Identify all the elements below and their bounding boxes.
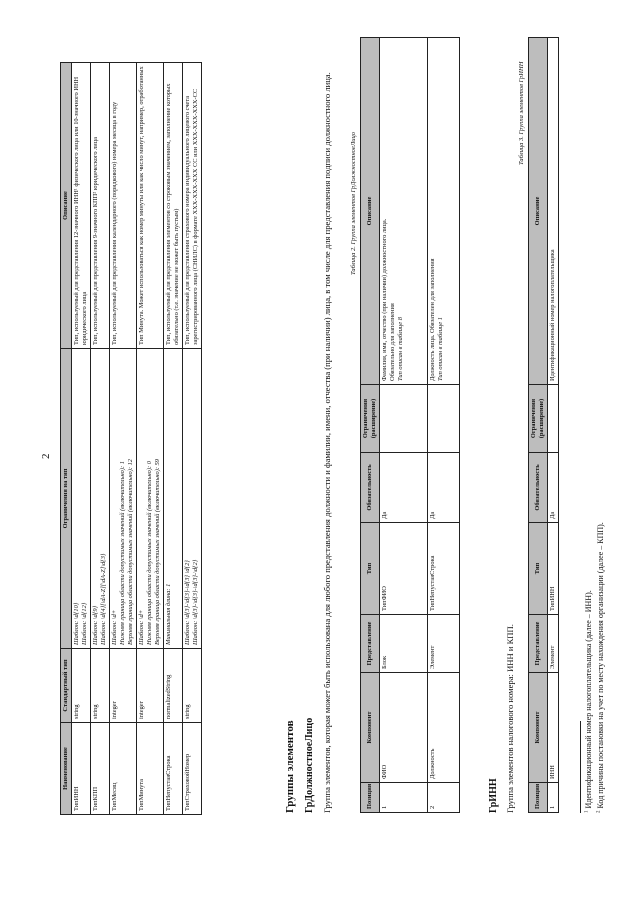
cell-limits [548,385,559,453]
footnote-separator [580,721,581,813]
std-type: string [72,649,91,723]
header-component: Компонент [529,673,548,783]
restrictions: Шаблон: \d+ Нижняя граница области допустимых значений (включительно): 0 Верхняя граница области допустимых значений (включительно): 59 [137,349,164,649]
table-row [380,38,428,813]
cell-position: 1 [548,783,559,813]
cell-description: Должность лица. Обязателен для заполнения Тип описан в таблице 1 [428,38,460,385]
header-required: Обязательность [361,453,380,523]
std-type: string [91,649,110,723]
cell-type: ТипФИО [380,523,428,615]
header-type: Тип [529,523,548,615]
cell-representation: Блок [380,615,428,673]
table-row [183,63,202,815]
cell-type: ТипНепустаяСтрока [428,523,460,615]
type-name: ТипСтраховойНомер [183,723,202,815]
header-std-type: Стандартный тип [61,649,72,723]
type-name: ТипКПП [91,723,110,815]
cell-type: ТипИНН [548,523,559,615]
cell-position: 2 [428,783,460,813]
cell-representation: Элемент [428,615,460,673]
group2-caption: Таблица 3. Группа элементов ГрИНН [518,61,525,165]
table-row [72,63,91,815]
header-name: Наименование [61,723,72,815]
type-name: ТипМесяц [110,723,137,815]
section-heading: Группы элементов [284,720,296,813]
cell-required: Да [548,453,559,523]
group2-table [528,37,559,813]
cell-required: Да [428,453,460,523]
restrictions: Шаблон: \d+ Нижняя граница области допустимых значений (включительно): 1 Верхняя граница области допустимых значений (включительно): 12 [110,349,137,649]
group2-intro: Группа элементов налогового номера: ИНН и КПП. [505,624,515,813]
table-row [91,63,110,815]
header-component: Компонент [361,673,380,783]
restrictions: Шаблон: \d{10} Шаблон: \d{12} [72,349,91,649]
page-number: 2 [40,453,52,459]
type-description: Тип, используемый для представления календарного (порядкового) номера месяца в году [110,63,137,349]
table-row [137,63,164,815]
type-description: Тип, используемый для представления элементов со строковым значением, заполнение которых обязательно (т.е. значение не может быть пустым) [164,63,183,349]
type-description: Тип, используемый для представления страхового номера индивидуального лицевого счета зарегистрированного лица (СНИЛС) в формате XXX-XXX-XXX CC или XXX-XXX-XXX-CC [183,63,202,349]
header-description: Описание [361,38,380,385]
footnote-1: $^1$ Идентификационный номер налогоплательщика (далее – ИНН). [584,590,593,813]
type-description: Тип, используемый для представления 9-значного КПП² юридического лица [91,63,110,349]
cell-required: Да [380,453,428,523]
std-type: string [183,649,202,723]
header-limits: Ограничения (расширение) [529,385,548,453]
std-type: integer [137,649,164,723]
header-representation: Представление [361,615,380,673]
type-name: ТипНепустаяСтрока [164,723,183,815]
header-position: Позиция [361,783,380,813]
cell-position: 1 [380,783,428,813]
type-description: Тип Минута. Может использоваться как номер минуты или как число минут, например, отработанных [137,63,164,349]
group1-title: ГрДолжностноеЛицо [304,717,315,813]
restrictions: Шаблон: \d{9} Шаблон: \d{4}[\dA-Z][\dA-Z]\d{3} [91,349,110,649]
std-type: normalizedString [164,649,183,723]
std-type: integer [110,649,137,723]
cell-description: Идентификационный номер налогоплательщика [548,38,559,385]
header-position: Позиция [529,783,548,813]
cell-description: Фамилия, имя, отчество (при наличии) должностного лица. Обязательно для заполнения Тип описан в таблице 8 [380,38,428,385]
table-row [110,63,137,815]
cell-component: Должность [428,673,460,783]
footnote-2: $^2$ Код причины постановки на учет по месту нахождения организации (далее – КПП). [596,522,605,813]
restrictions: Минимальная длина: 1 [164,349,183,649]
header-limits: Ограничения (расширение) [361,385,380,453]
cell-representation: Элемент [548,615,559,673]
table-row [428,38,460,813]
types-table [60,62,202,815]
header-description: Описание [529,38,548,385]
header-description: Описание [61,63,72,349]
cell-limits [428,385,460,453]
header-required: Обязательность [529,453,548,523]
header-restrictions: Ограничения на тип [61,349,72,649]
group1-table [360,37,460,813]
cell-component: ФИО [380,673,428,783]
table-row [548,38,559,813]
group1-caption: Таблица 2. Группа элементов ГрДолжностноеЛицо [350,131,357,275]
type-name: ТипИНН [72,723,91,815]
type-description: Тип, используемый для представления 12-значного ИНН¹ физического лица или 10-значного ИНН юридического лица [72,63,91,349]
group1-intro: Группа элементов, которая может быть использована для любого представления должности и фамилии, имени, отчества (при наличии) лица, в том числе для представления подписи должностного лица. [322,72,332,813]
header-representation: Представление [529,615,548,673]
restrictions: Шаблон: \d{3}-\d{3}-\d{3} \d{2} Шаблон: \d{3}-\d{3}-\d{3}-\d{2} [183,349,202,649]
cell-component: ИНН [548,673,559,783]
type-name: ТипМинута [137,723,164,815]
table-row [164,63,183,815]
group2-title: ГрИНН [488,778,499,813]
header-type: Тип [361,523,380,615]
cell-limits [380,385,428,453]
